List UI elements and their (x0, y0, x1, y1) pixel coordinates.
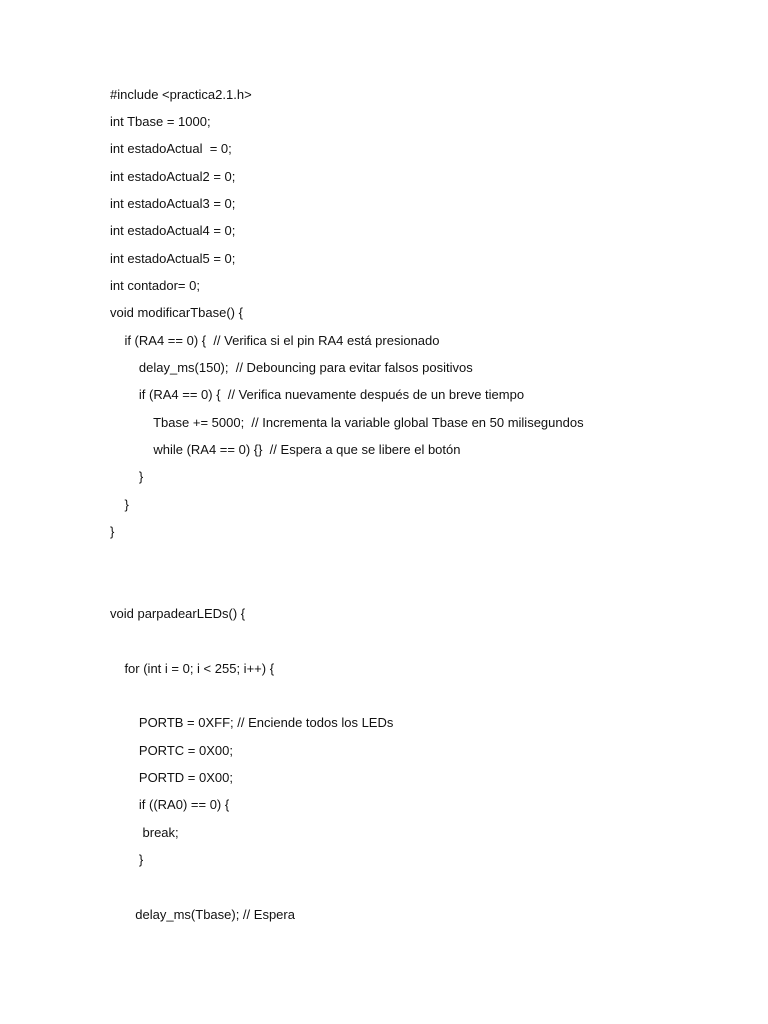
code-line-17: } (110, 524, 115, 539)
code-line-6: int estadoActual4 = 0; (110, 223, 236, 238)
code-line-26: delay_ms(Tbase); // Espera (110, 907, 295, 922)
code-line-10: if (RA4 == 0) { // Verifica si el pin RA4 está presionado (110, 333, 440, 348)
code-line-2: int Tbase = 1000; (110, 114, 211, 129)
code-line-13: Tbase += 5000; // Incrementa la variable global Tbase en 50 milisegundos (110, 415, 584, 430)
code-line-24: break; (110, 825, 179, 840)
code-line-21: PORTC = 0X00; (110, 743, 233, 758)
code-line-11: delay_ms(150); // Debouncing para evitar falsos positivos (110, 360, 473, 375)
code-line-25: } (110, 852, 144, 867)
code-line-20: PORTB = 0XFF; // Enciende todos los LEDs (110, 715, 394, 730)
code-line-4: int estadoActual2 = 0; (110, 169, 236, 184)
code-line-12: if (RA4 == 0) { // Verifica nuevamente después de un breve tiempo (110, 387, 525, 402)
code-line-19: for (int i = 0; i < 255; i++) { (110, 661, 275, 676)
code-line-5: int estadoActual3 = 0; (110, 196, 236, 211)
code-line-15: } (110, 469, 144, 484)
code-line-22: PORTD = 0X00; (110, 770, 233, 785)
code-line-9: void modificarTbase() { (110, 305, 243, 320)
code-line-14: while (RA4 == 0) {} // Espera a que se libere el botón (110, 442, 461, 457)
code-line-16: } (110, 497, 129, 512)
code-line-8: int contador= 0; (110, 278, 200, 293)
code-line-7: int estadoActual5 = 0; (110, 251, 236, 266)
code-line-18: void parpadearLEDs() { (110, 606, 246, 621)
code-line-1: #include <practica2.1.h> (110, 87, 252, 102)
code-line-23: if ((RA0) == 0) { (110, 797, 230, 812)
code-line-3: int estadoActual = 0; (110, 141, 232, 156)
